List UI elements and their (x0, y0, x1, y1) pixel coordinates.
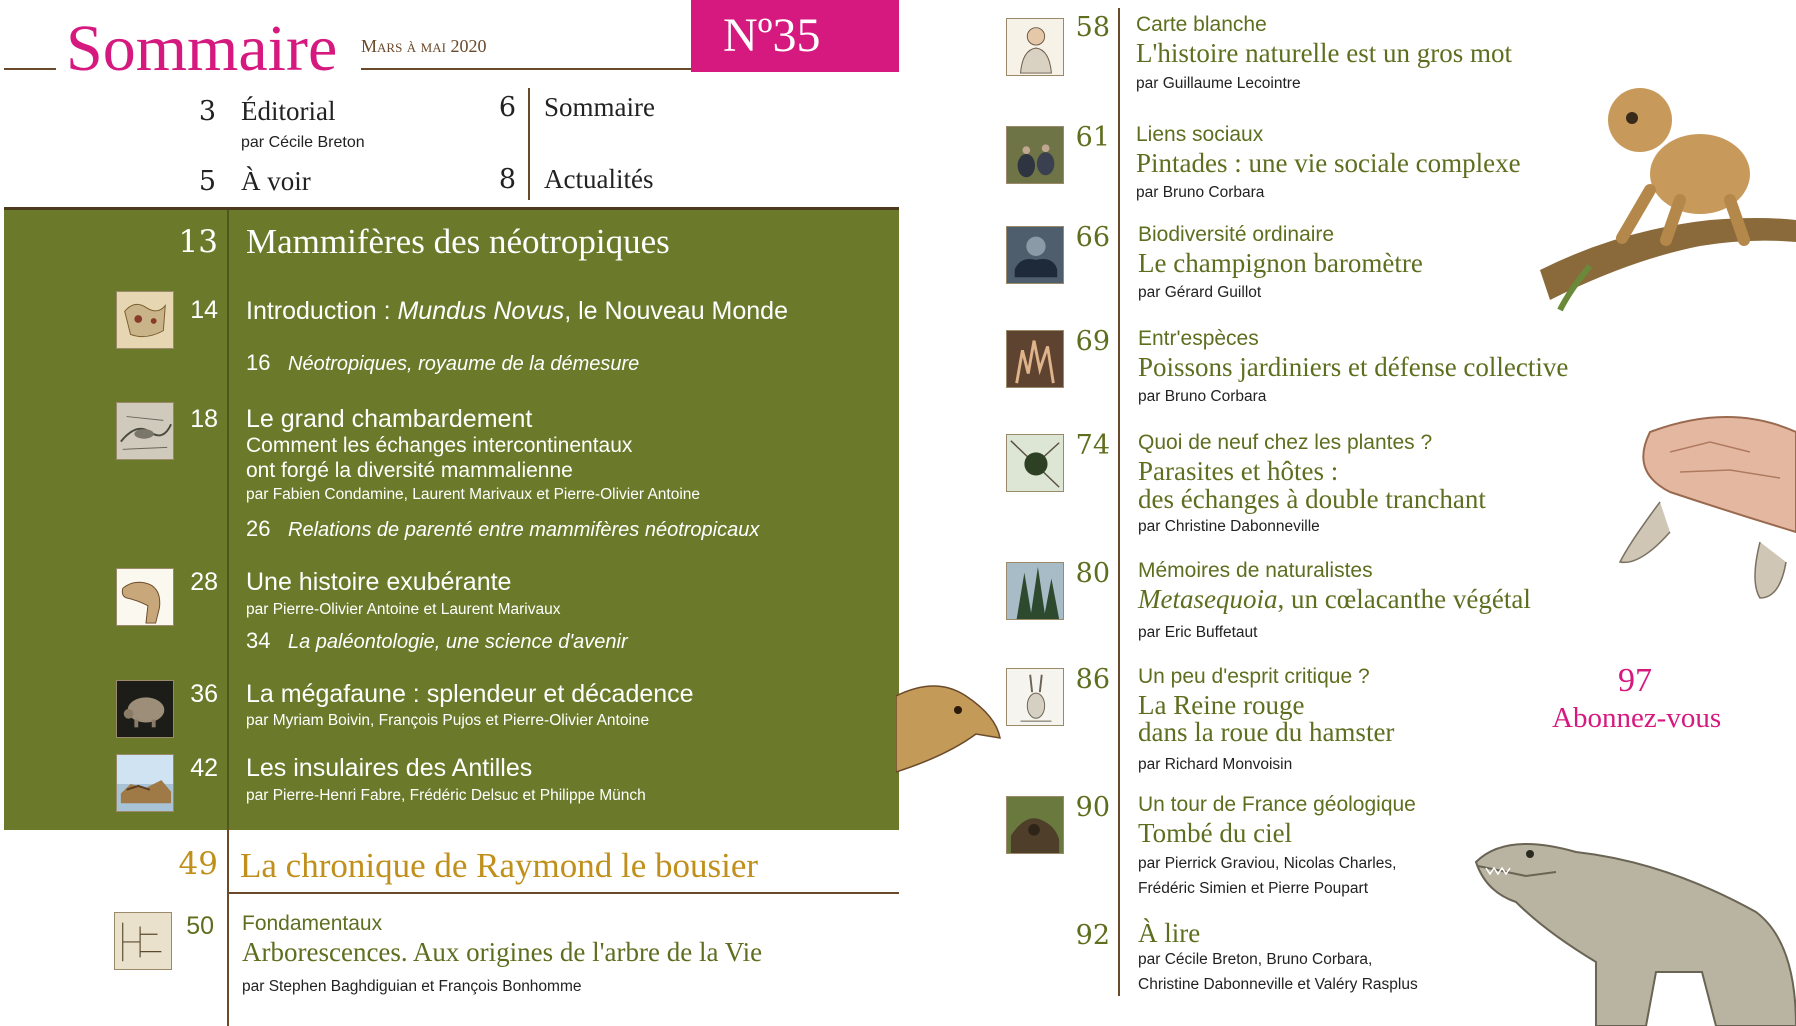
page-num-58: 58 (1075, 12, 1110, 43)
section-entr-especes: Entr'espèces (1138, 327, 1259, 350)
intro-prefix: Introduction : (246, 297, 398, 325)
tree-diagram-icon (114, 912, 172, 970)
section-carte-blanche: Carte blanche (1136, 13, 1267, 36)
glyptodon-icon (116, 680, 174, 738)
engraving-icon (116, 402, 174, 460)
byline-90-2: Frédéric Simien et Pierre Poupart (1138, 880, 1369, 897)
right-column-divider (1118, 8, 1120, 996)
item-neotropiques[interactable]: Néotropiques, royaume de la démesure (288, 353, 640, 375)
item-parasites-hotes-1[interactable]: Parasites et hôtes : (1138, 456, 1339, 486)
page-num-80: 80 (1075, 558, 1110, 589)
item-a-voir[interactable]: À voir (241, 166, 311, 196)
meteorite-icon (1006, 796, 1064, 854)
byline-chambardement: par Fabien Condamine, Laurent Marivaux et Pierre-Olivier Antoine (246, 486, 701, 503)
item-megafaune[interactable]: La mégafaune : splendeur et décadence (246, 680, 694, 708)
byline-megafaune: par Myriam Boivin, François Pujos et Pierre-Olivier Antoine (246, 712, 650, 729)
page-num-74: 74 (1075, 430, 1110, 461)
byline-90-1: par Pierrick Graviou, Nicolas Charles, (1138, 855, 1397, 872)
intro-suffix: , le Nouveau Monde (564, 297, 788, 325)
byline-92-2: Christine Dabonneville et Valéry Rasplus (1138, 976, 1418, 993)
item-arborescences[interactable]: Arborescences. Aux origines de l'arbre de la Vie (242, 937, 763, 967)
top-section-divider (528, 88, 530, 200)
coral-icon (1006, 330, 1064, 388)
header-rule-right (361, 68, 691, 70)
page-num-36: 36 (190, 680, 218, 708)
lower-divider (227, 828, 229, 1026)
page-num-92: 92 (1075, 920, 1110, 951)
item-chronique-raymond[interactable]: La chronique de Raymond le bousier (240, 846, 759, 885)
page-num-14: 14 (190, 296, 218, 324)
chronique-rule (228, 892, 899, 894)
section-memoires-naturalistes: Mémoires de naturalistes (1138, 559, 1373, 582)
page-num-28: 28 (190, 568, 218, 596)
page-num-16: 16 (246, 350, 271, 375)
metasequoia-italic: Metasequoia (1138, 584, 1278, 614)
mistletoe-icon (1006, 434, 1064, 492)
item-a-lire[interactable]: À lire (1138, 918, 1201, 948)
item-reine-rouge-2[interactable]: dans la roue du hamster (1138, 717, 1395, 747)
byline-61: par Bruno Corbara (1136, 184, 1265, 201)
crocodile-illustration (1466, 822, 1796, 1026)
section-biodiversite-ordinaire: Biodiversité ordinaire (1138, 223, 1335, 246)
page-num-61: 61 (1075, 122, 1110, 153)
item-tombe-du-ciel[interactable]: Tombé du ciel (1138, 818, 1293, 848)
dossier-panel (4, 207, 899, 830)
dossier-divider (227, 210, 229, 830)
page-num-69: 69 (1075, 326, 1110, 357)
item-editorial[interactable]: Éditorial (241, 96, 336, 126)
subtitle-chambardement-1: Comment les échanges intercontinentaux (246, 434, 633, 457)
page-num-90: 90 (1075, 792, 1110, 823)
forest-icon (1006, 562, 1064, 620)
byline-arborescences: par Stephen Baghdiguian et François Bonhomme (242, 978, 582, 995)
item-paleontologie[interactable]: La paléontologie, une science d'avenir (288, 631, 628, 653)
page-num-editorial: 3 (198, 96, 216, 127)
item-poissons-jardiniers[interactable]: Poissons jardiniers et défense collective (1138, 352, 1569, 382)
item-grand-chambardement[interactable]: Le grand chambardement (246, 405, 533, 433)
byline-histoire-exuberante: par Pierre-Olivier Antoine et Laurent Marivaux (246, 601, 561, 618)
issue-date: Mars à mai 2020 (361, 36, 487, 56)
section-tour-france-geologique: Un tour de France géologique (1138, 793, 1416, 816)
page-num-26: 26 (246, 516, 271, 541)
byline-69: par Bruno Corbara (1138, 388, 1267, 405)
item-metasequoia[interactable] (1138, 584, 1531, 615)
page-num-66: 66 (1075, 222, 1110, 253)
page-num-subscribe: 97 (1618, 662, 1652, 699)
byline-92-1: par Cécile Breton, Bruno Corbara, (1138, 951, 1373, 968)
section-quoi-de-neuf-plantes: Quoi de neuf chez les plantes ? (1138, 431, 1433, 454)
page-num-a-voir: 5 (198, 166, 216, 197)
item-actualites[interactable]: Actualités (544, 164, 654, 194)
item-histoire-exuberante[interactable]: Une histoire exubérante (246, 568, 512, 596)
item-relations-parente[interactable]: Relations de parenté entre mammifères néotropicaux (288, 519, 760, 541)
page-num-86: 86 (1075, 664, 1110, 695)
item-reine-rouge-1[interactable]: La Reine rouge (1138, 690, 1305, 720)
byline-74: par Christine Dabonneville (1138, 518, 1320, 535)
item-histoire-naturelle[interactable]: L'histoire naturelle est un gros mot (1136, 38, 1513, 68)
subscribe-link[interactable]: Abonnez-vous (1552, 702, 1722, 734)
section-liens-sociaux: Liens sociaux (1136, 123, 1264, 146)
byline-86: par Richard Monvoisin (1138, 756, 1293, 773)
shrew-illustration (896, 676, 1006, 788)
monkey-illustration (1530, 70, 1796, 320)
page-num-actualites: 8 (498, 164, 516, 195)
rabbit-icon (1006, 668, 1064, 726)
page-num-18: 18 (190, 405, 218, 433)
item-pintades[interactable]: Pintades : une vie sociale complexe (1136, 148, 1521, 178)
page-num-34: 34 (246, 628, 271, 653)
page-num-chronique: 49 (178, 846, 218, 882)
page-num-42: 42 (190, 754, 218, 782)
section-esprit-critique: Un peu d'esprit critique ? (1138, 665, 1370, 688)
turtle-illustration (1610, 412, 1796, 602)
header-rule-left (4, 68, 56, 70)
island-icon (116, 754, 174, 812)
portrait-icon (1006, 18, 1064, 76)
dossier-title[interactable]: Mammifères des néotropiques (246, 222, 670, 261)
issue-number-badge (691, 0, 899, 72)
byline-editorial: par Cécile Breton (241, 134, 365, 151)
item-champignon-barometre[interactable]: Le champignon baromètre (1138, 248, 1423, 278)
tapir-icon (116, 568, 174, 626)
byline-insulaires-antilles: par Pierre-Henri Fabre, Frédéric Delsuc et Philippe Münch (246, 787, 646, 804)
byline-80: par Eric Buffetaut (1138, 624, 1258, 641)
map-icon (116, 291, 174, 349)
item-introduction[interactable] (246, 297, 788, 326)
subtitle-chambardement-2: ont forgé la diversité mammalienne (246, 459, 573, 482)
metasequoia-rest: , un cœlacanthe végétal (1277, 584, 1531, 614)
item-parasites-hotes-2[interactable]: des échanges à double tranchant (1138, 484, 1486, 514)
guineafowl-icon (1006, 126, 1064, 184)
byline-58: par Guillaume Lecointre (1136, 75, 1301, 92)
page-num-dossier: 13 (178, 224, 218, 260)
item-sommaire[interactable]: Sommaire (544, 92, 655, 122)
issue-number: Nº35 (723, 9, 821, 62)
item-insulaires-antilles[interactable]: Les insulaires des Antilles (246, 754, 533, 782)
page-title: Sommaire (66, 12, 338, 85)
mushroom-icon (1006, 226, 1064, 284)
page-num-50: 50 (186, 912, 214, 940)
section-fondamentaux: Fondamentaux (242, 912, 383, 935)
page-num-sommaire: 6 (498, 92, 516, 123)
intro-italic: Mundus Novus (397, 297, 565, 325)
byline-66: par Gérard Guillot (1138, 284, 1262, 301)
